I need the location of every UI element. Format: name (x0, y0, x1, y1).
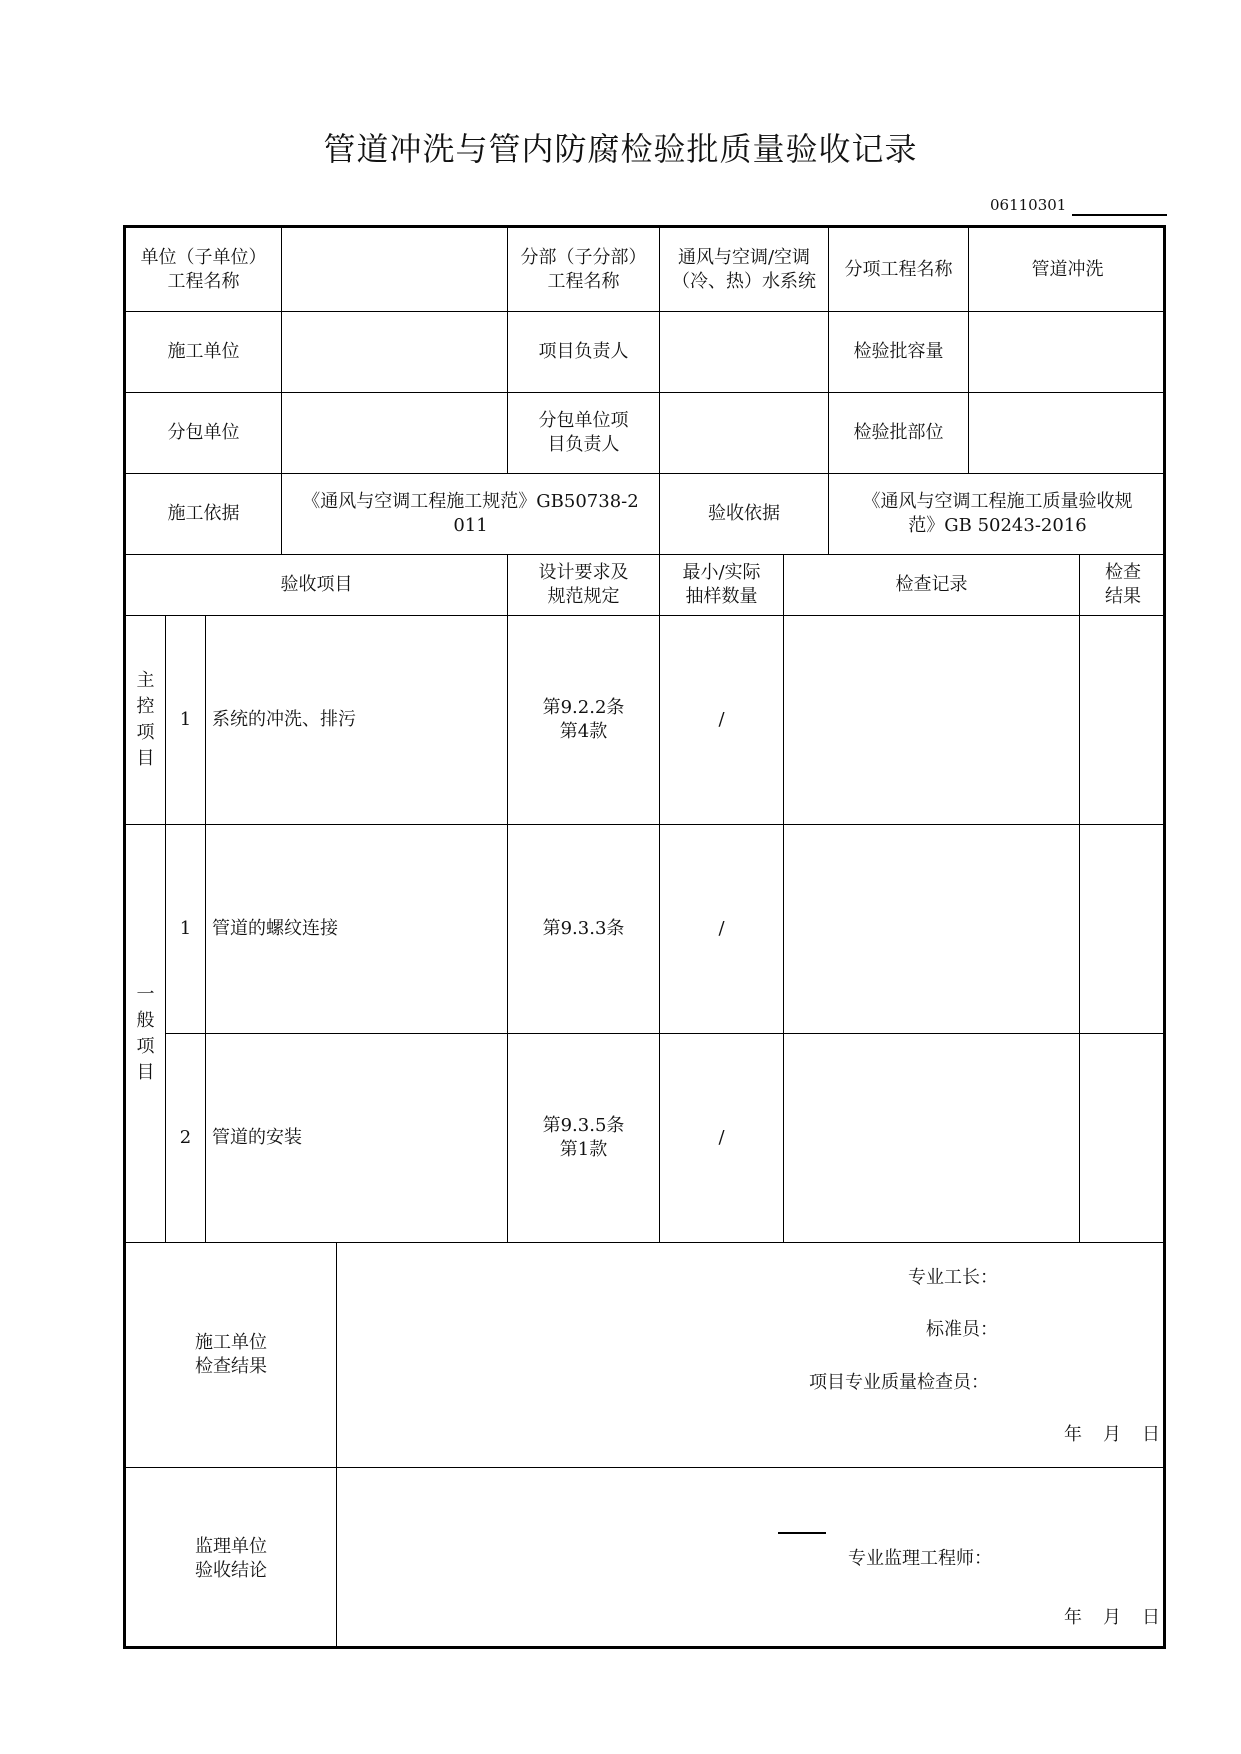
contractor-check-area[interactable] (337, 1243, 1166, 1468)
form-code: 06110301 (990, 196, 1067, 214)
general-item-name: 管道的螺纹连接 (206, 825, 508, 1034)
general-item-record[interactable] (784, 1034, 1080, 1243)
col-item: 验收项目 (126, 555, 508, 616)
general-item-clause: 第9.3.5条第1款 (508, 1034, 660, 1243)
general-item-result[interactable] (1080, 1034, 1166, 1243)
unit-value[interactable] (282, 228, 508, 312)
acceptance-basis-label: 验收依据 (660, 474, 829, 555)
acceptance-basis-value: 《通风与空调工程施工质量验收规范》GB 50243-2016 (829, 474, 1166, 555)
main-item-no: 1 (166, 616, 206, 825)
col-record: 检查记录 (784, 555, 1080, 616)
contractor-check-label: 施工单位检查结果 (126, 1243, 337, 1468)
location-value[interactable] (969, 393, 1166, 474)
page-title: 管道冲洗与管内防腐检验批质量验收记录 (323, 130, 918, 168)
subitem-value[interactable]: 管道冲洗 (969, 228, 1166, 312)
sub-manager-value[interactable] (660, 393, 829, 474)
supervisor-check-label: 监理单位验收结论 (126, 1468, 337, 1649)
inspection-record-table (123, 225, 1166, 1649)
general-item-clause: 第9.3.3条 (508, 825, 660, 1034)
subitem-label: 分项工程名称 (829, 228, 969, 312)
project-manager-value[interactable] (660, 312, 829, 393)
supervising-engineer-label: 专业监理工程师： (848, 1548, 992, 1569)
capacity-label: 检验批容量 (829, 312, 969, 393)
general-item-no: 1 (166, 825, 206, 1034)
main-item-record[interactable] (784, 616, 1080, 825)
col-sample: 最小/实际抽样数量 (660, 555, 784, 616)
contractor-year: 年 (1064, 1424, 1082, 1445)
general-item-no: 2 (166, 1034, 206, 1243)
main-item-sample: / (660, 616, 784, 825)
quality-inspector-label: 项目专业质量检查员： (809, 1372, 989, 1393)
general-item-result[interactable] (1080, 825, 1166, 1034)
col-design: 设计要求及规范规定 (508, 555, 660, 616)
main-item-result[interactable] (1080, 616, 1166, 825)
general-item-record[interactable] (784, 825, 1080, 1034)
division-label: 分部（子分部）工程名称 (508, 228, 660, 312)
supervisor-year: 年 (1064, 1607, 1082, 1628)
contractor-month: 月 (1103, 1424, 1121, 1445)
basis-value: 《通风与空调工程施工规范》GB50738-2011 (282, 474, 660, 555)
unit-label: 单位（子单位）工程名称 (126, 228, 282, 312)
supervisor-month: 月 (1103, 1607, 1121, 1628)
contractor-label: 施工单位 (126, 312, 282, 393)
main-group-label: 主控项目 (126, 616, 166, 825)
main-item-clause: 第9.2.2条第4款 (508, 616, 660, 825)
project-manager-label: 项目负责人 (508, 312, 660, 393)
general-group-label: 一般项目 (126, 825, 166, 1243)
subcontractor-value[interactable] (282, 393, 508, 474)
general-item-sample: / (660, 1034, 784, 1243)
supervisor-check-area[interactable] (337, 1468, 1166, 1649)
basis-label: 施工依据 (126, 474, 282, 555)
col-result: 检查结果 (1080, 555, 1166, 616)
signature-mark (778, 1532, 826, 1534)
sub-manager-label: 分包单位项目负责人 (508, 393, 660, 474)
division-value: 通风与空调/空调（冷、热）水系统 (660, 228, 829, 312)
form-code-underline (1072, 214, 1167, 216)
main-item-name: 系统的冲洗、排污 (206, 616, 508, 825)
foreman-label: 专业工长： (908, 1267, 998, 1288)
location-label: 检验批部位 (829, 393, 969, 474)
general-item-sample: / (660, 825, 784, 1034)
supervisor-day: 日 (1142, 1607, 1160, 1628)
capacity-value[interactable] (969, 312, 1166, 393)
subcontractor-label: 分包单位 (126, 393, 282, 474)
standard-officer-label: 标准员： (926, 1319, 998, 1340)
contractor-day: 日 (1142, 1424, 1160, 1445)
contractor-value[interactable] (282, 312, 508, 393)
general-item-name: 管道的安装 (206, 1034, 508, 1243)
